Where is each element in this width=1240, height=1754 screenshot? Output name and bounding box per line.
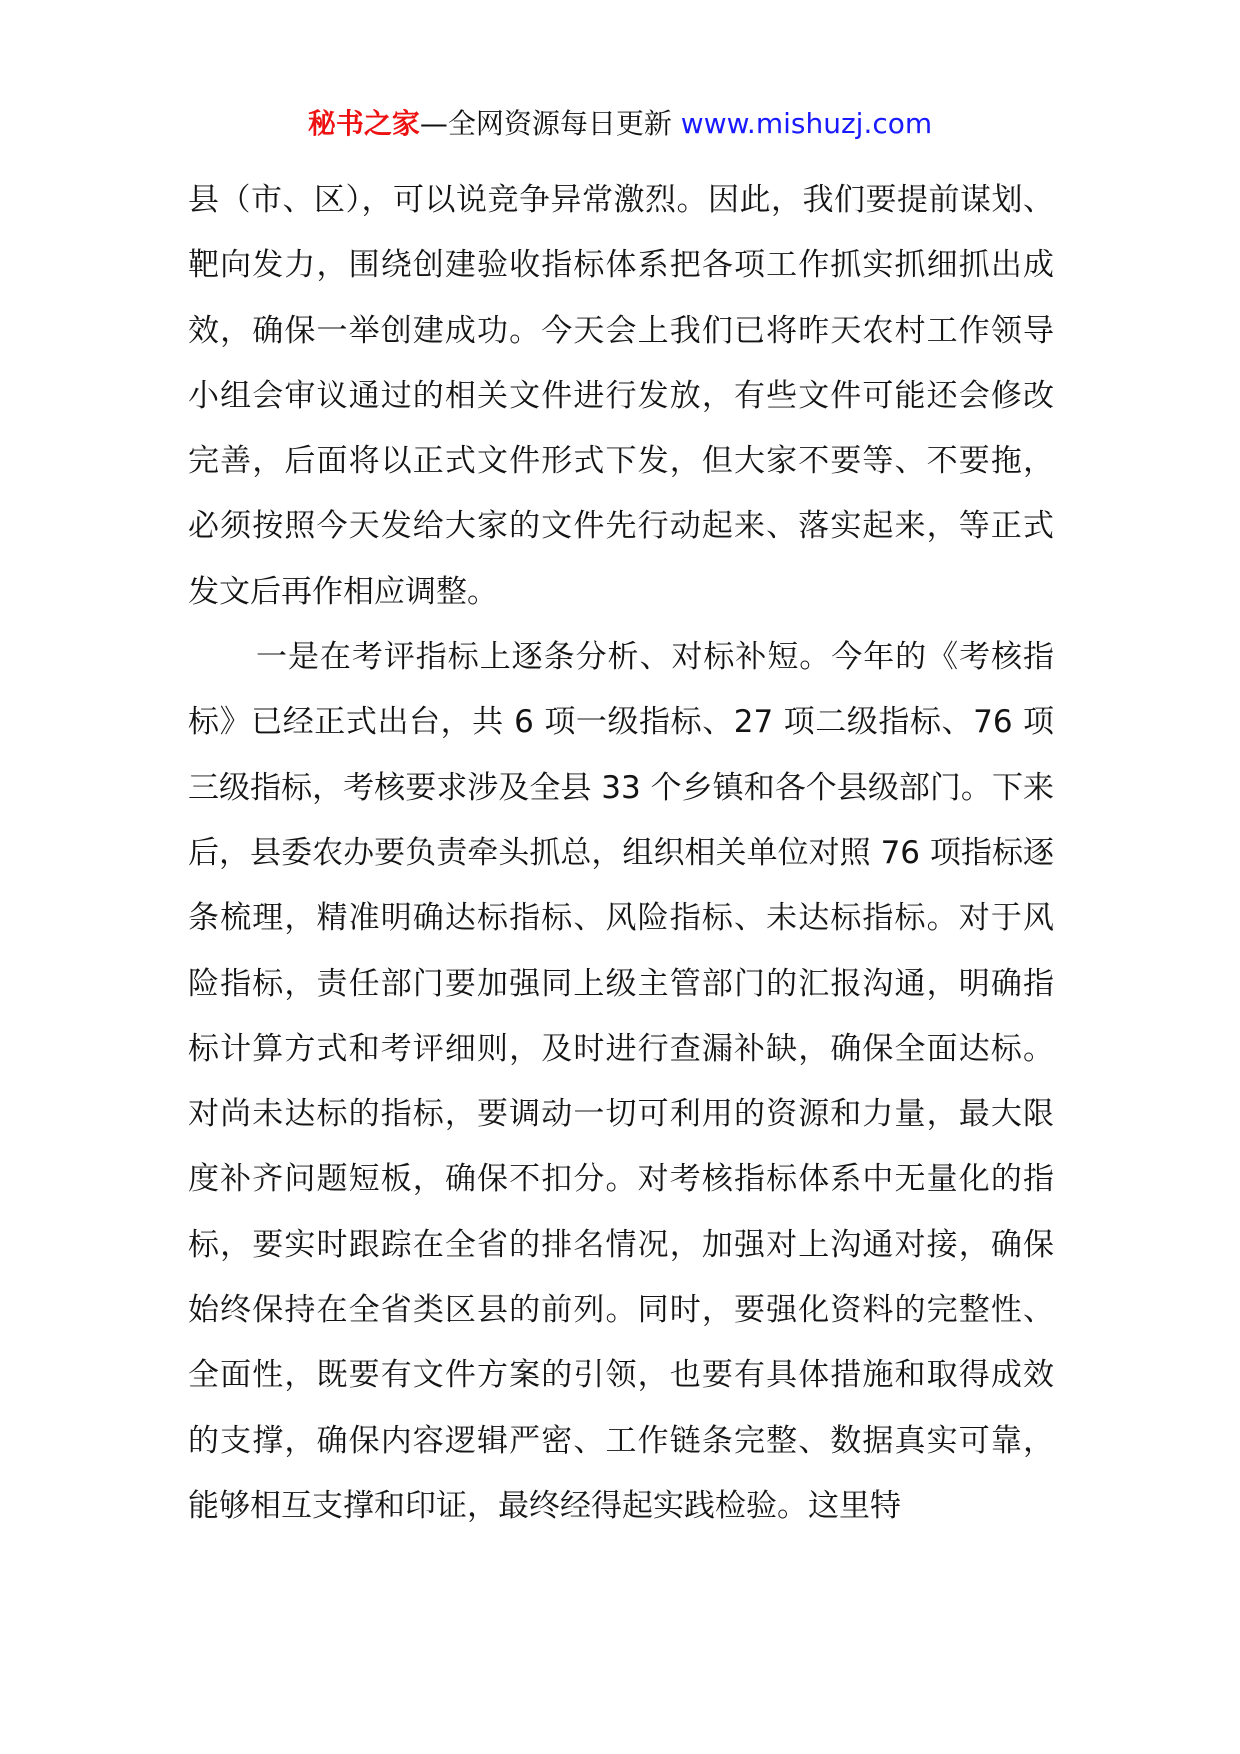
text-line: 但大家不要等、不要拖，必须按照今天发给大家的文件先 — [188, 443, 1055, 545]
site-url-link[interactable]: www.mishuzj.com — [680, 107, 933, 140]
text-line: 主管部门的汇报沟通，明确指标计算方式和考评细则，及 — [188, 965, 1055, 1067]
header-tagline: —全网资源每日更新 — [419, 107, 672, 140]
page-header — [0, 104, 1240, 144]
brand-name: 秘书之家 — [307, 107, 420, 140]
text-line: 标、未达标指标。对于风险指标，责任部门要加强同上级 — [188, 900, 1055, 1002]
text-line: 的支撑，确保内容逻辑严密、工作链条完整、数据真实可 — [188, 1422, 991, 1459]
text-line: 标、76 项三级指标，考核要求涉及全县 33 个乡镇和各个 — [188, 704, 1054, 806]
text-line: 靠，能够相互支撑和印证，最终经得起实践检验。这里特 — [188, 1422, 1055, 1524]
text-line: 一是在考评指标上逐条分析、对标补短。今年的《考 — [256, 639, 992, 676]
text-line: 谋划、靶向发力，围绕创建验收指标体系把各项工作抓实 — [188, 182, 1054, 284]
paragraph-2 — [188, 625, 1054, 1539]
text-line: 核指标》已经正式出台，共 6 项一级指标、27 项二级指 — [188, 639, 1055, 741]
text-line: 些文件可能还会修改完善，后面将以正式文件形式下发， — [188, 377, 1055, 480]
text-line: 性，既要有文件方案的引领，也要有具体措施和取得成效 — [252, 1357, 1055, 1394]
text-line: 踪在全省的排名情况，加强对上沟通对接，确保始终保持 — [188, 1226, 1055, 1329]
text-line: 确保不扣分。对考核指标体系中无量化的指标，要实时跟 — [188, 1161, 1055, 1263]
text-line: 在全省类区县的前列。同时，要强化资料的完整性、全面 — [188, 1292, 1055, 1394]
text-line: 天农村工作领导小组会审议通过的相关文件进行发放，有 — [188, 312, 1055, 414]
text-line: 时进行查漏补缺，确保全面达标。对尚未达标的指标，要 — [188, 1030, 1055, 1133]
text-line: 单位对照 76 项指标逐条梳理，精准明确达标指标、风险指 — [188, 834, 1054, 937]
text-line: 调动一切可利用的资源和力量，最大限度补齐问题短板， — [188, 1096, 1055, 1198]
paragraph-1 — [188, 168, 1054, 625]
document-body — [188, 168, 1054, 1539]
text-line: 行动起来、落实起来，等正式发文后再作相应调整。 — [188, 508, 1055, 610]
text-line: 抓细抓出成效，确保一举创建成功。今天会上我们已将昨 — [188, 247, 1055, 349]
text-line: 县级部门。下来后，县委农办要负责牵头抓总，组织相关 — [188, 769, 1054, 871]
text-line: 县（市、区），可以说竞争异常激烈。因此，我们要提前 — [188, 182, 960, 218]
